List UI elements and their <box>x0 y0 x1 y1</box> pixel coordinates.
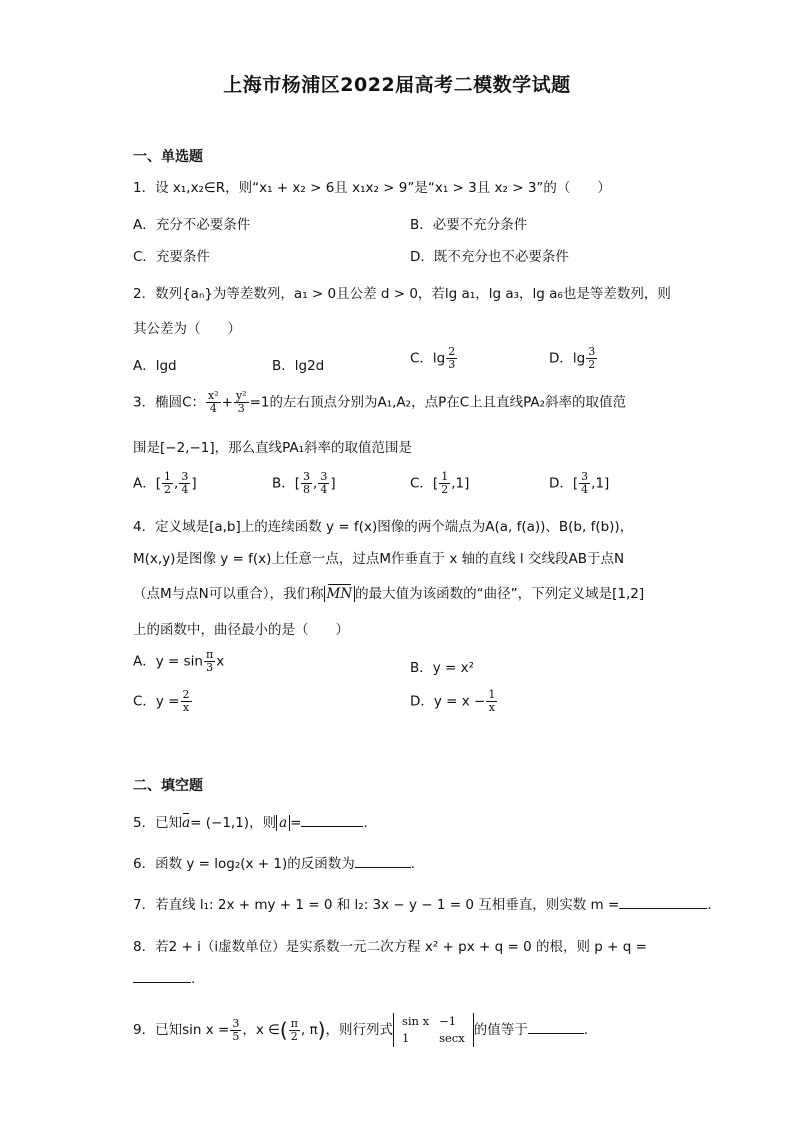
q4-option-b: B．y = x² <box>410 660 475 676</box>
fraction-denominator: 2 <box>290 1029 298 1043</box>
answer-blank[interactable] <box>133 970 191 983</box>
q1-stem: 1．设 x₁,x₂∈R，则“x₁ + x₂ > 6且 x₁x₂ > 9”是“x₁ > 3且 x₂ > 3”的（ ） <box>133 180 611 196</box>
q2-option-b: B．lg2d <box>272 358 325 374</box>
option-prefix: D．y = x − <box>410 693 486 710</box>
interval-end: , π <box>300 1022 318 1038</box>
fraction <box>486 689 497 714</box>
left-paren: ( <box>279 1018 288 1042</box>
fraction-denominator: 4 <box>320 483 328 496</box>
q2-option-d-prefix: D．lg <box>549 350 586 367</box>
q7-prefix: 7．若直线 l₁: 2x + my + 1 = 0 和 l₂: 3x − y − 1 = 0 互相垂直，则实数 m = <box>133 897 620 913</box>
fraction <box>179 471 190 496</box>
q2-option-d-fraction <box>586 346 597 371</box>
q4-option-d <box>410 689 498 714</box>
q8-stem-line2 <box>133 970 195 987</box>
q9-prefix: 9．已知sin x = <box>133 1022 230 1038</box>
fraction-denominator: 3 <box>237 402 245 415</box>
fraction-denominator: 4 <box>581 483 589 496</box>
q2-option-c-fraction <box>446 346 457 371</box>
q7-end: . <box>707 897 712 913</box>
answer-blank[interactable] <box>528 1021 584 1034</box>
fraction-numerator: x² <box>208 389 219 402</box>
q9-mid2: ，则行列式 <box>325 1022 393 1038</box>
option-prefix: C．[ <box>410 475 439 492</box>
fraction-denominator: x <box>488 701 495 714</box>
fraction <box>579 471 590 496</box>
q5-equals: = <box>290 815 302 831</box>
fraction-numerator: y² <box>235 389 247 402</box>
q2-option-a: A．lgd <box>133 358 177 374</box>
option-prefix: D．[ <box>549 475 579 492</box>
q4-option-a <box>133 649 224 674</box>
fraction-pi-2 <box>289 1018 300 1043</box>
fraction-numerator: 1 <box>164 470 172 483</box>
q3-option-d <box>549 471 609 496</box>
option-prefix: C．y = <box>133 693 180 710</box>
det-cell-22: secx <box>439 1031 465 1045</box>
answer-blank[interactable] <box>355 855 411 868</box>
fraction-numerator: 3 <box>581 470 589 483</box>
fraction <box>301 471 312 496</box>
q3-prefix: 3．椭圆C： <box>133 394 206 411</box>
fraction-numerator: 1 <box>488 688 496 701</box>
q3-option-b: B．[ $\frac{3}{8}$ , $\frac{3}{4}$ ] <box>272 470 336 496</box>
fraction-numerator: 3 <box>303 470 311 483</box>
fraction <box>439 471 450 496</box>
abs-vector-a: a <box>276 815 290 831</box>
q1-option-d: D．既不充分也不必要条件 <box>410 249 569 265</box>
option-suffix: ,1] <box>591 475 610 492</box>
q4-option-c <box>133 689 193 714</box>
q6-stem <box>133 852 415 872</box>
q4-stem-line1: 4．定义域是[a,b]上的连续函数 y = f(x)图像的两个端点为A(a, f(a))、B(b, f(b))， <box>133 519 634 535</box>
q9-stem <box>133 1013 588 1047</box>
q3-option-a: A．[ $\frac{1}{2}$ , $\frac{3}{4}$ ] <box>133 470 197 496</box>
fraction-denominator: 8 <box>303 483 311 496</box>
section-single-choice: 一、单选题 <box>133 149 203 165</box>
determinant <box>393 1013 474 1047</box>
fraction-denominator: 3 <box>448 358 456 371</box>
option-prefix: A．[ <box>133 475 162 492</box>
fraction-numerator: 2 <box>182 688 190 701</box>
fraction-numerator: 1 <box>441 470 449 483</box>
fraction-numerator: π <box>290 1016 298 1030</box>
fraction-numerator: π <box>205 648 214 661</box>
q9-end: . <box>583 1022 589 1038</box>
q2-option-c <box>410 346 458 371</box>
q4-line3-prefix: （点M与点N可以重合），我们称 <box>133 586 324 602</box>
q3-fraction-y <box>234 390 249 415</box>
q4-stem-line2: M(x,y)是图像 y = f(x)上任意一点，过点M作垂直于 x 轴的直线 l 交线段AB于点N <box>133 551 625 567</box>
option-prefix: A．y = sin <box>133 653 203 670</box>
q4-stem-line3 <box>133 582 644 602</box>
q5-stem <box>133 811 368 831</box>
fraction <box>318 471 329 496</box>
q1-option-b: B．必要不充分条件 <box>410 217 528 233</box>
vector-a: a <box>182 815 191 831</box>
q2-option-d <box>549 346 598 371</box>
fraction-denominator: 3 <box>206 661 214 674</box>
q5-mid: = (−1,1)，则 <box>190 815 277 831</box>
q4-stem-line4: 上的函数中，曲径最小的是（ ） <box>133 622 349 638</box>
option-prefix: B．[ <box>272 475 301 492</box>
q7-stem <box>133 893 712 913</box>
option-suffix: x <box>216 653 225 670</box>
det-cell-12: −1 <box>439 1014 457 1028</box>
right-paren: ) <box>317 1018 326 1042</box>
q6-prefix: 6．函数 y = log₂(x + 1)的反函数为 <box>133 856 355 872</box>
q3-fraction-x <box>206 390 221 415</box>
q1-option-c: C．充要条件 <box>133 249 210 265</box>
fraction <box>162 471 173 496</box>
fraction-denominator: 2 <box>588 358 596 371</box>
q2-stem-line1: 2．数列{aₙ}为等差数列，a₁ > 0且公差 d > 0，若lg a₁，lg a₃，lg a₆也是等差数列，则 <box>133 286 671 302</box>
fraction-numerator: 2 <box>448 345 456 358</box>
det-cell-11: sin x <box>401 1014 430 1028</box>
fraction-numerator: 3 <box>588 345 596 358</box>
q3-plus: + <box>221 394 233 411</box>
fraction-numerator: 3 <box>320 470 328 483</box>
fraction-numerator: 3 <box>181 470 189 483</box>
answer-blank[interactable] <box>619 896 707 909</box>
option-suffix: ,1] <box>451 475 470 492</box>
q3-post: =1的左右顶点分别为A₁,A₂，点P在C上且直线PA₂斜率的取值范 <box>249 394 627 411</box>
fraction-numerator: 3 <box>232 1016 240 1030</box>
fraction <box>181 689 192 714</box>
vector-mn: MN <box>326 586 353 602</box>
q2-stem-line2: 其公差为（ ） <box>133 321 241 337</box>
q9-mid1: ，x ∈ <box>242 1022 280 1038</box>
fraction-denominator: 5 <box>232 1029 240 1043</box>
page-title: 上海市杨浦区2022届高考二模数学试题 <box>223 74 571 96</box>
q8-stem-line1: 8．若2 + i（i虚数单位）是实系数一元二次方程 x² + px + q = 0 的根，则 p + q = <box>133 939 647 955</box>
section-fill-blank: 二、填空题 <box>133 778 203 794</box>
q3-option-c <box>410 471 469 496</box>
q2-option-c-prefix: C．lg <box>410 350 446 367</box>
fraction-3-5 <box>230 1018 241 1043</box>
q5-end: . <box>363 815 368 831</box>
fraction-denominator: x <box>182 701 190 714</box>
q3-stem-line1 <box>133 390 626 415</box>
fraction-denominator: 2 <box>164 483 172 496</box>
fraction-denominator: 2 <box>441 483 449 496</box>
q6-end: . <box>410 856 416 872</box>
q3-stem-line2: 围是[−2,−1]，那么直线PA₁斜率的取值范围是 <box>133 440 413 456</box>
q9-suffix: 的值等于 <box>473 1022 528 1038</box>
q5-prefix: 5．已知 <box>133 815 183 831</box>
q4-abs-mn <box>324 586 356 602</box>
det-cell-21: 1 <box>401 1031 410 1045</box>
q8-end: . <box>191 971 196 987</box>
fraction-denominator: 4 <box>209 402 217 415</box>
fraction-denominator: 4 <box>181 483 189 496</box>
q4-line3-suffix: 的最大值为该函数的“曲径”，下列定义域是[1,2] <box>355 586 645 602</box>
answer-blank[interactable] <box>301 814 363 827</box>
fraction <box>204 649 215 674</box>
q1-option-a: A．充分不必要条件 <box>133 217 251 233</box>
